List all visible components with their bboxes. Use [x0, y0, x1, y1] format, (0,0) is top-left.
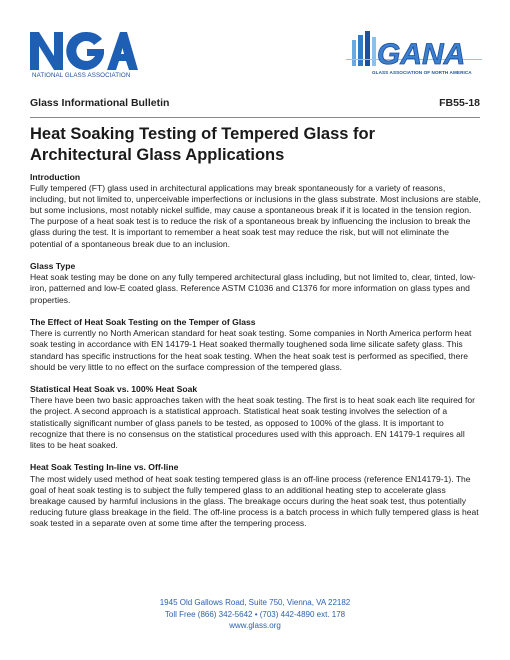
section-text: The most widely used method of heat soak testing tempered glass is an off-line process (reference EN14179-1). The goal of heat soak testing is to subject the fully tempered glass to an additional heating step to accelerate glass breakage caused by harmful inclusions in the glass. The breakage occurs during the heat soak test, thus potentially reducing future glass breakage in the field. The off-line process is a batch process in which fully tempered glass is heat soak tested in a separate oven at some time after the tempering process.: [30, 473, 479, 528]
bulletin-header: [30, 97, 480, 111]
section-text: Heat soak testing may be done on any fully tempered architectural glass including, but not limited to, clear, tinted, low-iron, patterned and low-E coated glass. Reference ASTM C1036 and C1376 for more information on glass types and properties.: [30, 272, 476, 305]
section-text: There is currently no North American standard for heat soak testing. Some companies in North America perform heat soak testing in accordance with EN 14179-1 Heat soaked thermally toughened soda lime silicate safety glass. This standard has specific instructions for the heat soak testing. When the heat soak test is performed as specified, there should be very little to no effect on the surface compression of the tempered glass.: [30, 328, 472, 372]
section-heading: Statistical Heat Soak vs. 100% Heat Soak: [30, 384, 198, 395]
section-text: Fully tempered (FT) glass used in architectural applications may break spontaneously for a variety of reasons, including, but not limited to, unperceivable imperfections or inclusions in the glass substrate. Most inclusions are stable, but some inclusions, most notably nickel sulfide, may cause a spontaneous break if it is located in the tension region. The purpose of a heat soak test is to reduce the risk of a spontaneous break by influencing the inclusion to break the glass during the test. It is important to remember a heat soak test may reduce the risk, but will not eliminate the potential of a spontaneous break due to an inclusion.: [30, 183, 481, 249]
section-heading: The Effect of Heat Soak Testing on the Temper of Glass: [30, 317, 256, 328]
section-heading: Introduction: [30, 172, 81, 182]
footer-phones: Toll Free (866) 342-5642 • (703) 442-4890 ext. 178: [164, 609, 346, 619]
nga-logo-subtitle: NATIONAL GLASS ASSOCIATION: [32, 72, 131, 79]
nga-logo-letters: [30, 30, 138, 70]
section-effect-on-temper: [30, 317, 482, 372]
gana-logo: [346, 30, 482, 82]
bulletin-code: FB55-18: [439, 97, 480, 109]
section-inline-vs-offline: [30, 462, 482, 529]
footer-website-link[interactable]: www.glass.org: [229, 621, 281, 630]
nga-logo: [30, 30, 138, 82]
header-divider: [30, 117, 480, 118]
footer-address: 1945 Old Gallows Road, Suite 750, Vienna, VA 22182: [159, 598, 351, 607]
bulletin-label: Glass Informational Bulletin: [30, 97, 170, 109]
bulletin-body: [30, 172, 482, 541]
section-statistical-vs-full: [30, 384, 482, 451]
gana-logo-subtitle: GLASS ASSOCIATION OF NORTH AMERICA: [372, 70, 472, 75]
section-glass-type: [30, 261, 482, 305]
section-text: There have been two basic approaches taken with the heat soak testing. The first is to heat soak each lite required for the project. A second approach is a statistical approach. Statistical heat soak testing involves the selection of a statistically significant number of glass panels to be tested, as opposed to 100% of the glass. It is important to recognize that there is no consensus on the statistical procedures used with this approach. EN 14179-1 requires all lites to be heat soaked.: [30, 395, 476, 450]
page-title: Heat Soaking Testing of Tempered Glass for Architectural Glass Applications: [30, 125, 376, 164]
section-heading: Glass Type: [30, 261, 76, 272]
footer-contact: [0, 597, 510, 632]
section-heading: Heat Soak Testing In-line vs. Off-line: [30, 462, 179, 473]
gana-logo-letters: GANA: [377, 38, 466, 71]
section-introduction: [30, 172, 482, 250]
gana-logo-mark: [346, 30, 482, 74]
